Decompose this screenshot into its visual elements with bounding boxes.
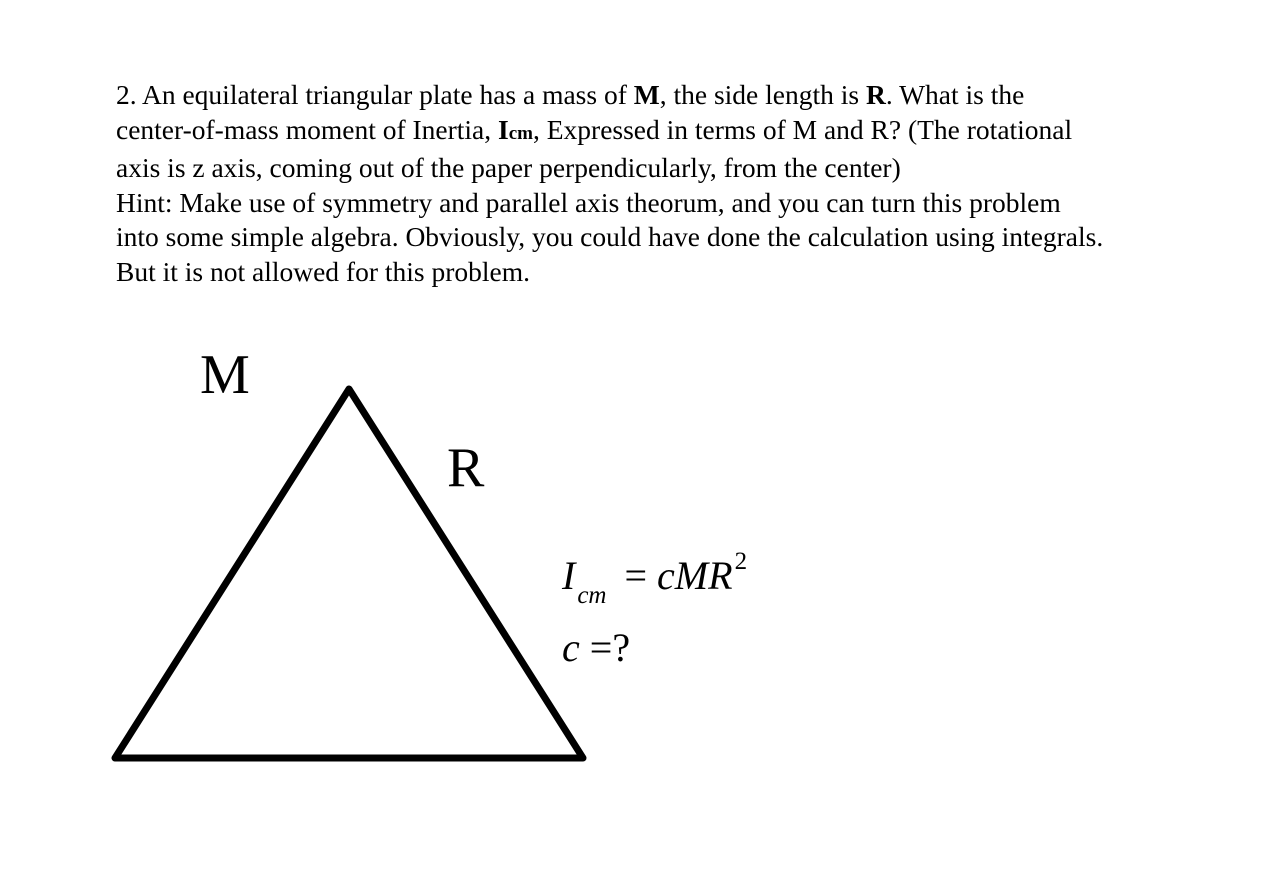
inertia-symbol: I bbox=[498, 113, 509, 145]
mass-symbol: M bbox=[633, 79, 660, 110]
problem-line-1: 2. An equilateral triangular plate has a mass of M, the side length is R. What is the bbox=[116, 79, 1025, 110]
hint-line-2: into some simple algebra. Obviously, you could have done the calculation using integrals. bbox=[116, 221, 1104, 252]
problem-line-2: center-of-mass moment of Inertia, Icm, Expressed in terms of M and R? (The rotational bbox=[116, 113, 1073, 145]
equation-cm-subscript: cm bbox=[577, 582, 607, 609]
hint-line-3: But it is not allowed for this problem. bbox=[116, 255, 530, 287]
equation-rhs: cMR bbox=[657, 553, 733, 598]
side-length-label: R bbox=[447, 437, 485, 499]
equation-inertia-symbol: I bbox=[562, 553, 576, 598]
equation-exponent: 2 bbox=[734, 548, 748, 575]
equilateral-triangle bbox=[115, 389, 583, 758]
hint-line-1: Hint: Make use of symmetry and parallel axis theorum, and you can turn this problem bbox=[116, 186, 1061, 218]
problem-line-3: axis is z axis, coming out of the paper perpendicularly, from the center) bbox=[116, 152, 901, 183]
inertia-subscript: cm bbox=[508, 122, 533, 144]
constant-equals: = bbox=[589, 625, 613, 670]
equation-equals: = bbox=[624, 553, 648, 598]
constant-question bbox=[562, 625, 630, 671]
inertia-equation bbox=[562, 548, 748, 609]
constant-symbol: c bbox=[562, 625, 580, 670]
constant-unknown: ? bbox=[612, 625, 631, 670]
length-symbol: R bbox=[865, 79, 886, 110]
mass-label: M bbox=[200, 344, 250, 406]
